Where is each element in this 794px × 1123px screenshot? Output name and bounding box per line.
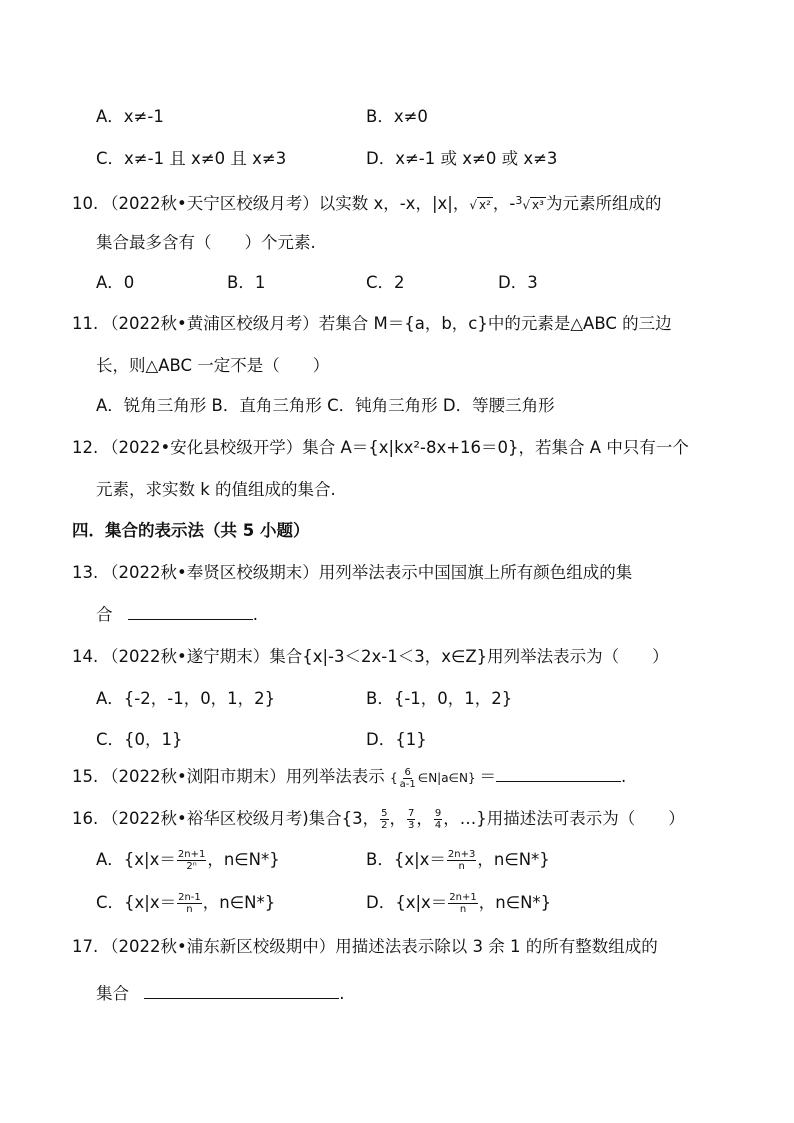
q16-option-c: C．{x|x＝ $\frac{2n-1}{n}$ ，n∈N*}	[96, 892, 276, 915]
q14-option-d: D．{1}	[366, 730, 427, 749]
q11-stem	[72, 313, 672, 335]
q17-stem-cont: 集合 .	[96, 984, 345, 1003]
q10-option-c: C．2	[366, 273, 405, 292]
q14-option-a: A．{-2，-1，0，1，2}	[96, 689, 276, 708]
q9-option-a: A．x≠-1	[96, 107, 164, 126]
q14-option-b: B．{-1，0，1，2}	[366, 689, 513, 708]
q15-text: （2022秋•浏阳市期末）用列举法表示	[102, 767, 385, 786]
set-expression: { $\frac{6}{a-1}$ ∈N|a∈N}	[389, 767, 476, 790]
q9-option-d: D．x≠-1 或 x≠0 或 x≠3	[366, 149, 558, 168]
q10-text: （2022秋•天宁区校级月考）以实数 x，-x，|x|，	[102, 194, 470, 213]
cbrt-expression: $^3$√ x³	[515, 194, 544, 212]
fraction: $\frac{7}{3}$	[408, 808, 415, 831]
q10-option-d: D．3	[498, 273, 538, 292]
answer-blank[interactable]	[128, 605, 253, 620]
q16-option-d: D．{x|x＝ $\frac{2n+1}{n}$ ，n∈N*}	[366, 892, 552, 915]
question-number: 13.	[72, 563, 99, 582]
q14-option-c: C．{0，1}	[96, 730, 183, 749]
question-number: 14.	[72, 647, 99, 666]
q10-stem-cont: 集合最多含有（ ）个元素.	[96, 233, 316, 252]
question-number: 16.	[72, 809, 99, 828]
q15-stem: 15. （2022秋•浏阳市期末）用列举法表示 { $\frac{6}{a-1}$ ∈N|a∈N} ＝ .	[72, 767, 627, 790]
q10-text-end: 为元素所组成的	[545, 194, 662, 213]
q13-stem	[72, 562, 632, 584]
question-number: 10.	[72, 194, 99, 213]
answer-blank[interactable]	[496, 767, 621, 782]
question-number: 15.	[72, 767, 99, 786]
q16-option-b: B．{x|x＝ $\frac{2n+3}{n}$ ，n∈N*}	[366, 849, 550, 872]
q16-stem: 16. （2022秋•裕华区校级月考)集合{3， $\frac{5}{2}$ ， $\frac{7}{3}$ ， $\frac{9}{4}$ ，…}用描述法可表示为（ ）	[72, 808, 685, 831]
q13-text: （2022秋•奉贤区校级期末）用列举法表示中国国旗上所有颜色组成的集	[102, 563, 633, 582]
section-heading: 四．集合的表示法（共 5 小题）	[72, 521, 310, 540]
q17-stem	[72, 936, 658, 958]
q11-stem-cont: 长，则△ABC 一定不是（ ）	[96, 356, 330, 375]
q12-text: （2022•安化县校级开学）集合 A＝{x|kx²-8x+16＝0}，若集合 A 中只有一个	[102, 438, 689, 457]
q10-option-a: A．0	[96, 273, 135, 292]
q16-text: （2022秋•裕华区校级月考)集合{3，	[102, 809, 380, 828]
q10-stem	[72, 190, 661, 216]
q16-option-a: A．{x|x＝ $\frac{2n+1}{\text{2ⁿ}}$ ，n∈N*}	[96, 849, 280, 872]
q17-text: （2022秋•浦东新区校级期中）用描述法表示除以 3 余 1 的所有整数组成的	[102, 937, 658, 956]
question-number: 17.	[72, 937, 99, 956]
q12-stem-cont: 元素，求实数 k 的值组成的集合.	[96, 480, 336, 499]
fraction: $\frac{9}{4}$	[434, 808, 442, 831]
q10-sep: ，-	[492, 194, 516, 213]
q11-text: （2022秋•黄浦区校级月考）若集合 M＝{a，b，c}中的元素是△ABC 的三边	[102, 314, 672, 333]
q14-stem	[72, 646, 669, 668]
question-number: 12.	[72, 438, 99, 457]
q9-option-c: C．x≠-1 且 x≠0 且 x≠3	[96, 149, 287, 168]
answer-blank[interactable]	[144, 984, 339, 999]
q10-option-b: B．1	[227, 273, 266, 292]
question-number: 11.	[72, 314, 99, 333]
sqrt-expression: √ x²	[469, 198, 491, 212]
q9-option-b: B．x≠0	[366, 107, 428, 126]
q13-stem-cont: 合 .	[96, 605, 258, 624]
q11-options: A．锐角三角形 B．直角三角形 C．钝角三角形 D．等腰三角形	[96, 396, 555, 415]
q12-stem	[72, 437, 689, 459]
fraction: $\frac{5}{2}$	[381, 808, 388, 831]
q14-text: （2022秋•遂宁期末）集合{x|-3＜2x-1＜3，x∈Z}用列举法表示为（ ）	[102, 647, 669, 666]
